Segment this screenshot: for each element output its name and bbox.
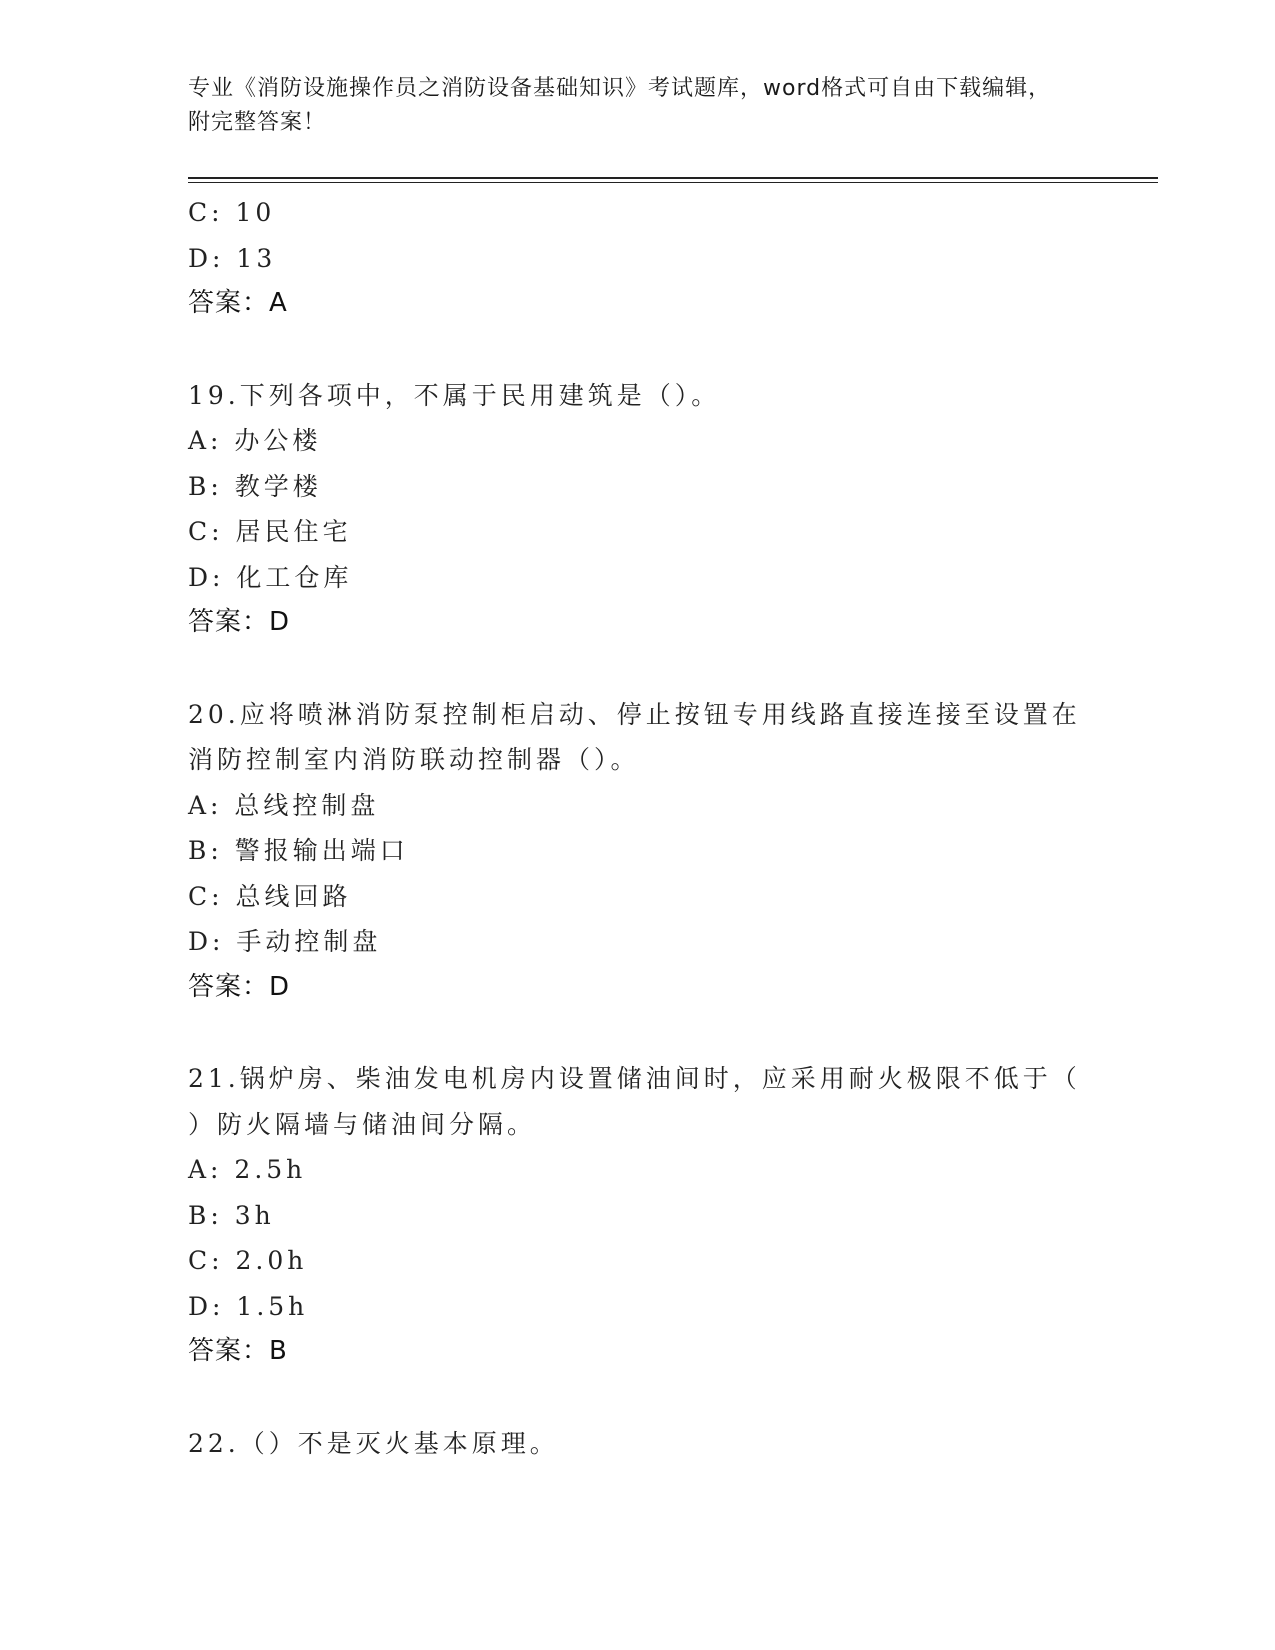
- option-a: A: 总线控制盘: [188, 790, 380, 820]
- option-d: D: 13: [188, 243, 277, 273]
- answer-line: 答案：D: [188, 971, 291, 1002]
- question-stem-line-2: ）防火隔墙与储油间分隔。: [188, 1109, 537, 1139]
- question-stem-line-2: 消防控制室内消防联动控制器（）。: [188, 745, 640, 774]
- option-c: C: 10: [188, 198, 276, 227]
- spacer: [188, 327, 1088, 373]
- option-b: B: 教学楼: [188, 471, 322, 501]
- option-c: C: 总线回路: [188, 881, 352, 911]
- question-22: [188, 1421, 1088, 1467]
- option-c: C: 2.0h: [188, 1246, 308, 1275]
- document-header: 专业《消防设施操作员之消防设备基础知识》考试题库，word格式可自由下载编辑，附完整答案！: [188, 76, 1052, 135]
- answer-line: 答案：A: [188, 288, 288, 318]
- question-19: [188, 373, 1088, 646]
- option-d: D: 手动控制盘: [188, 927, 382, 956]
- option-a: A: 办公楼: [188, 426, 322, 455]
- question-21: [188, 1056, 1088, 1375]
- question-stem: 22.（）不是灭火基本原理。: [188, 1428, 559, 1458]
- option-b: B: 3h: [188, 1200, 275, 1230]
- header-divider-thin: [188, 182, 1158, 183]
- spacer: [188, 1010, 1088, 1056]
- header-divider-thick: [188, 177, 1158, 179]
- option-b: B: 警报输出端口: [188, 836, 409, 865]
- question-stem: 19.下列各项中，不属于民用建筑是（）。: [188, 380, 721, 410]
- answer-line: 答案：D: [188, 607, 291, 637]
- option-c: C: 居民住宅: [188, 517, 352, 546]
- question-list: [188, 190, 1088, 1466]
- option-d: D: 化工仓库: [188, 562, 353, 592]
- option-d: D: 1.5h: [188, 1291, 309, 1321]
- question-stem-line-1: 21.锅炉房、柴油发电机房内设置储油间时，应采用耐火极限不低于（: [188, 1064, 1081, 1093]
- answer-line: 答案：B: [188, 1336, 288, 1366]
- question-18-tail: [188, 190, 1088, 327]
- spacer: [188, 646, 1088, 692]
- question-stem-line-1: 20.应将喷淋消防泵控制柜启动、停止按钮专用线路直接连接至设置在: [188, 699, 1081, 729]
- question-20: [188, 692, 1088, 1011]
- spacer: [188, 1375, 1088, 1421]
- option-a: A: 2.5h: [188, 1155, 307, 1184]
